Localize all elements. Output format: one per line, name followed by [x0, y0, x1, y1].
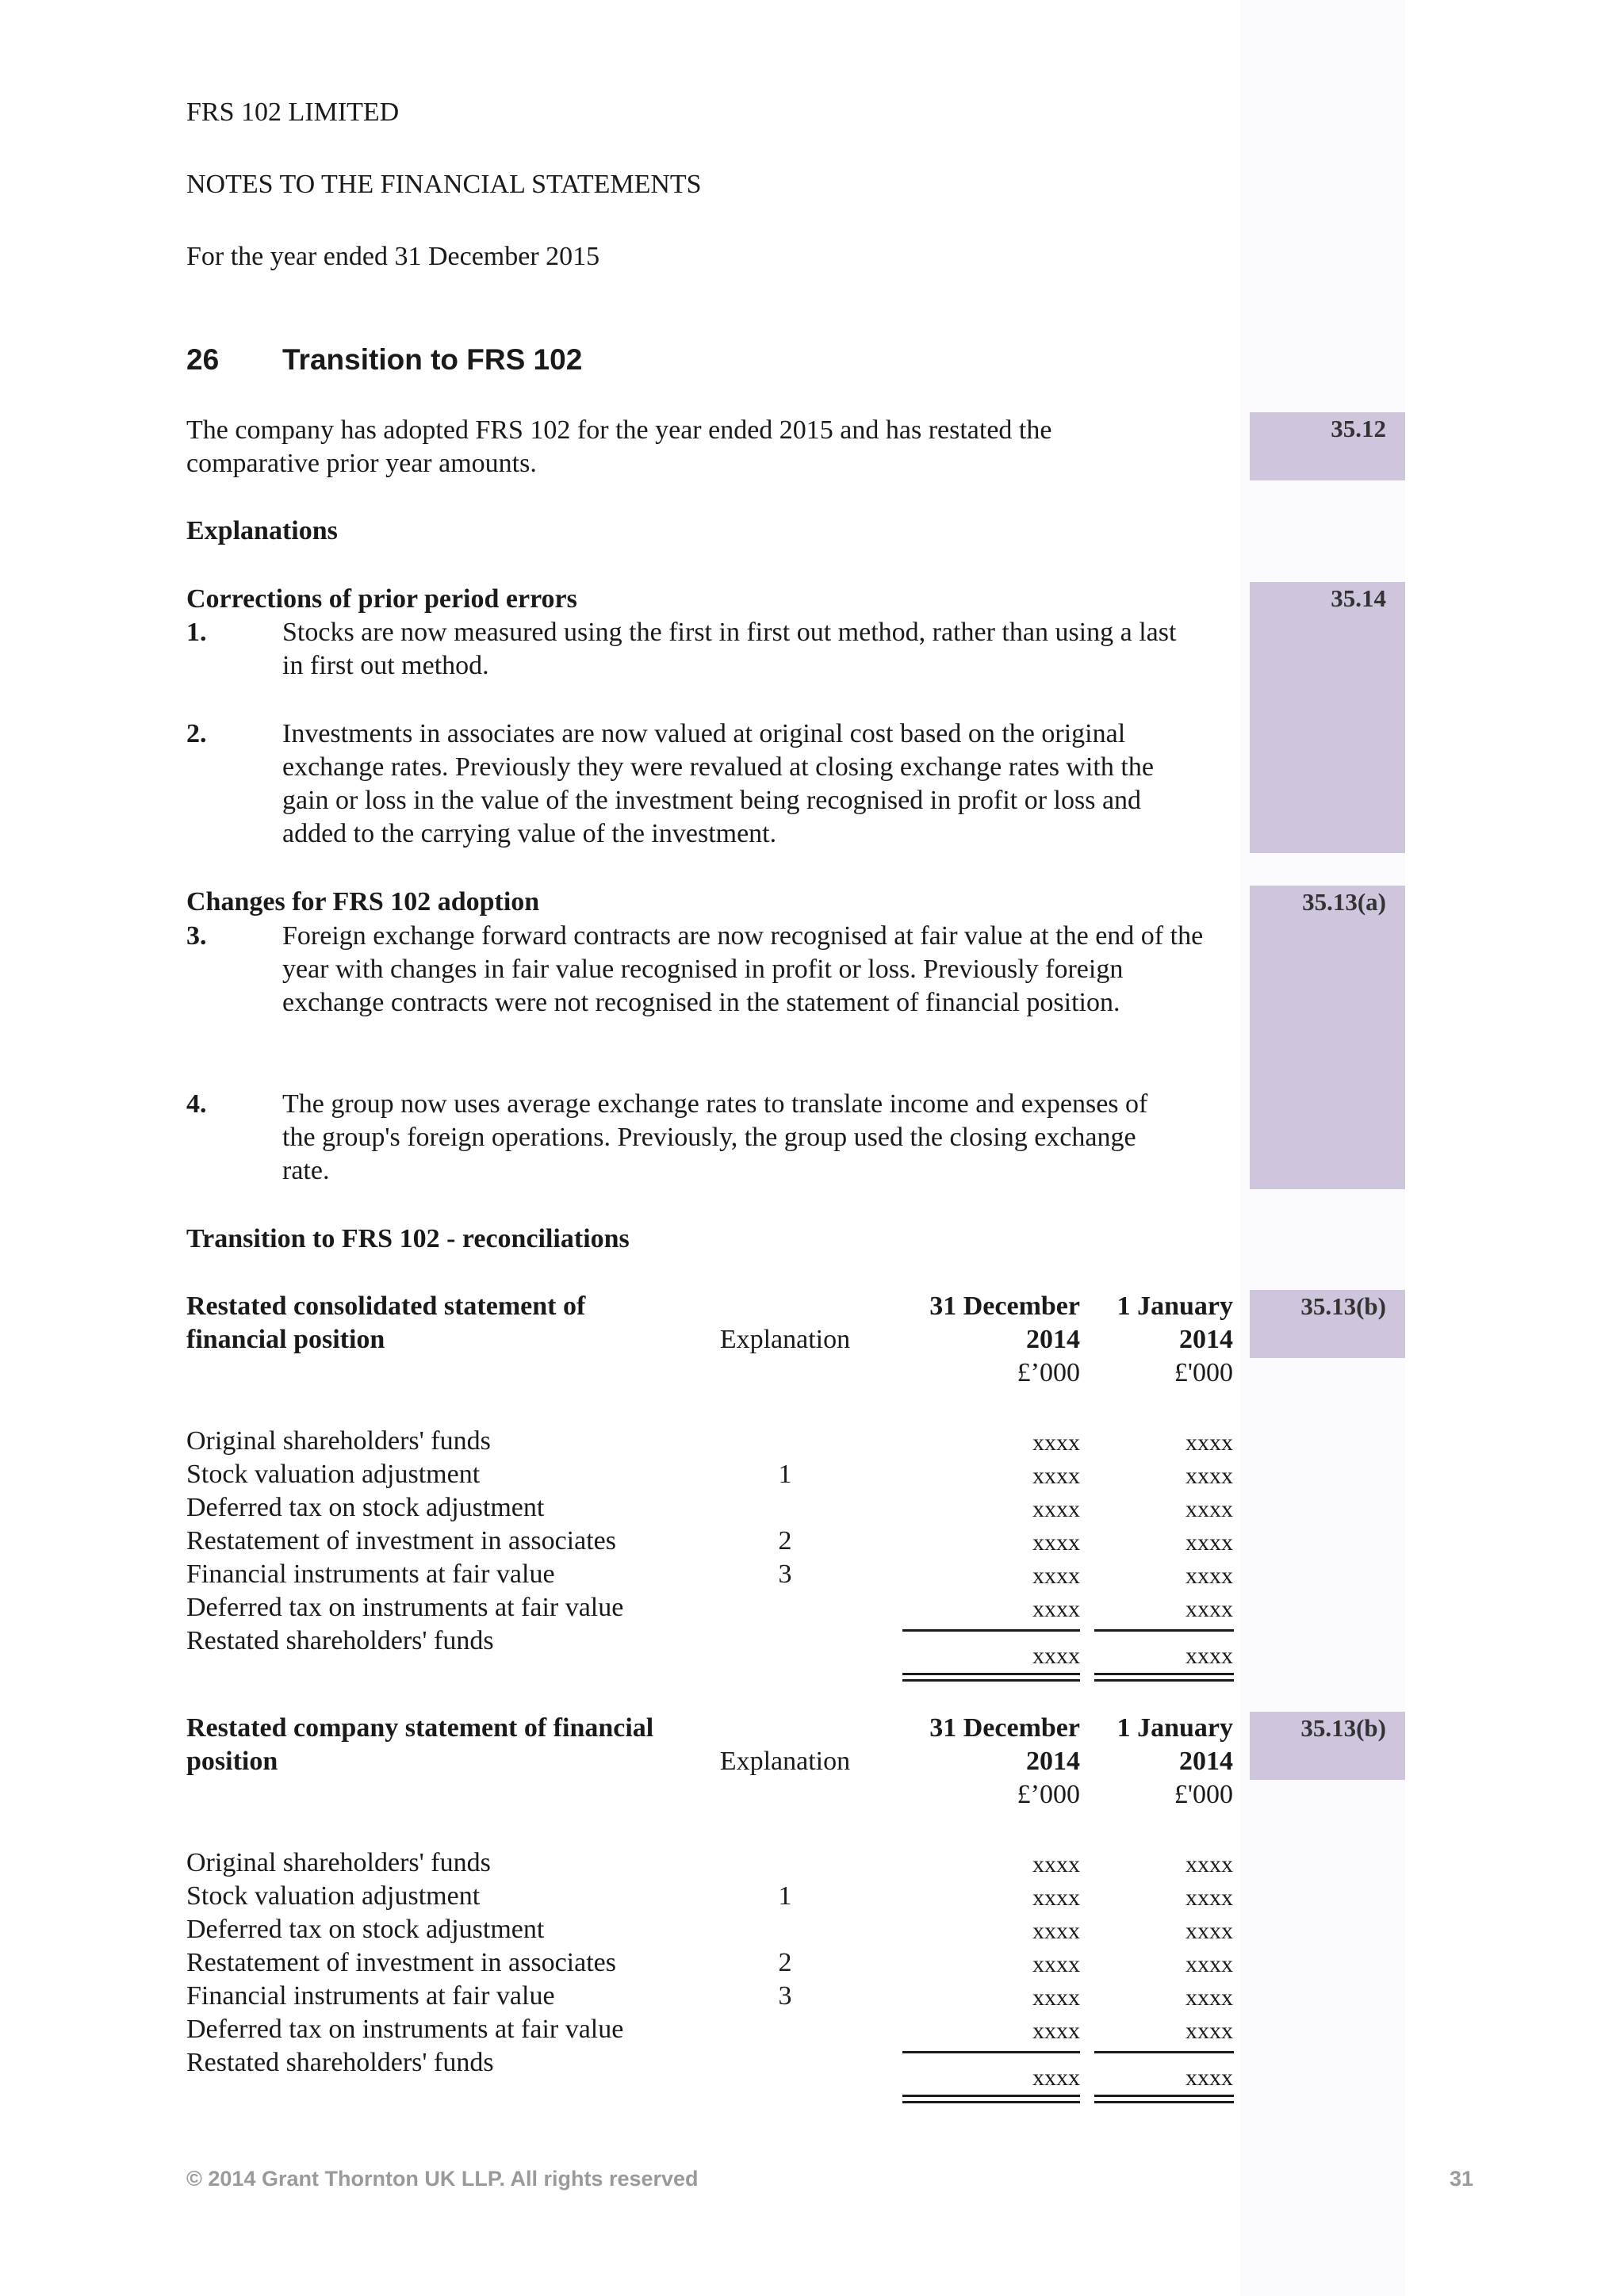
table-cell: xxxx [1032, 1463, 1080, 1489]
table-cell: xxxx [1032, 2018, 1080, 2044]
table-cell: xxxx [1185, 1463, 1233, 1489]
error-item-text: Stocks are now measured using the first in first out method, rather than using a last in first out method. [282, 618, 1177, 680]
ref-errors: 35.14 [1250, 582, 1405, 853]
adoption-item-text: The group now uses average exchange rates to translate income and expenses of the group's foreign operations. Previously, the group used the closing exchange rate. [282, 1089, 1148, 1185]
subtotal-rule [902, 2051, 1080, 2053]
table-row-explanation: 2 [778, 1526, 792, 1556]
error-item-number: 2. [186, 719, 207, 748]
total-double-rule [902, 2095, 1080, 2103]
table-row-label: Original shareholders' funds [186, 1848, 491, 1877]
section-number: 26 [186, 343, 220, 376]
table-cell: xxxx [1185, 1496, 1233, 1522]
table-total-cell: xxxx [1185, 1643, 1233, 1669]
column-header: 1 January [1116, 1292, 1233, 1321]
section-title: Transition to FRS 102 [282, 343, 583, 376]
table-cell: xxxx [1032, 1563, 1080, 1589]
table-row-label: Deferred tax on instruments at fair value [186, 1593, 624, 1622]
explanation-header: Explanation [719, 1325, 851, 1354]
document-title: NOTES TO THE FINANCIAL STATEMENTS [186, 170, 702, 199]
table-total-cell: xxxx [1032, 1643, 1080, 1669]
table-cell: xxxx [1032, 1851, 1080, 1877]
total-double-rule [1094, 1673, 1234, 1682]
table-cell: xxxx [1185, 1918, 1233, 1944]
table-total-cell: xxxx [1185, 2064, 1233, 2091]
column-header: 31 December [929, 1292, 1080, 1321]
footer-copyright: © 2014 Grant Thornton UK LLP. All rights reserved [186, 2167, 699, 2191]
column-unit: £'000 [1174, 1358, 1233, 1387]
table-cell: xxxx [1032, 1984, 1080, 2011]
subtotal-rule [902, 1629, 1080, 1632]
table-cell: xxxx [1185, 1429, 1233, 1456]
reconciliations-heading: Transition to FRS 102 - reconciliations [186, 1224, 630, 1253]
table-cell: xxxx [1185, 2018, 1233, 2044]
table-cell: xxxx [1032, 1496, 1080, 1522]
ref-adoption: 35.13(a) [1250, 886, 1405, 1189]
ref-table1: 35.13(b) [1250, 1290, 1405, 1358]
subtotal-rule [1094, 2051, 1234, 2053]
table-row-label: Restatement of investment in associates [186, 1526, 616, 1556]
table-total-label: Restated shareholders' funds [186, 2048, 494, 2077]
table-cell: xxxx [1185, 1951, 1233, 1977]
table-cell: xxxx [1185, 1984, 1233, 2011]
table-cell: xxxx [1032, 1885, 1080, 1911]
table-row-explanation: 3 [778, 1981, 792, 2011]
table-total-label: Restated shareholders' funds [186, 1626, 494, 1655]
explanations-heading: Explanations [186, 516, 338, 545]
table-row-label: Stock valuation adjustment [186, 1460, 481, 1489]
table-total-cell: xxxx [1032, 2064, 1080, 2091]
table-row-explanation: 1 [778, 1881, 792, 1911]
table-row-explanation: 1 [778, 1460, 792, 1489]
table-title: position [186, 1747, 278, 1776]
table-row-label: Financial instruments at fair value [186, 1981, 555, 2011]
table-cell: xxxx [1185, 1529, 1233, 1556]
table-cell: xxxx [1032, 1429, 1080, 1456]
table-row-label: Financial instruments at fair value [186, 1559, 555, 1589]
column-header: 2014 [1179, 1325, 1233, 1354]
company-name: FRS 102 LIMITED [186, 98, 400, 127]
table-title: Restated consolidated statement of [186, 1292, 586, 1321]
column-header: 2014 [1179, 1747, 1233, 1776]
column-unit: £'000 [1174, 1780, 1233, 1809]
total-double-rule [902, 1673, 1080, 1682]
table-row-label: Deferred tax on instruments at fair value [186, 2015, 624, 2044]
table-row-explanation: 2 [778, 1948, 792, 1977]
table-title: Restated company statement of financial [186, 1713, 654, 1743]
column-header: 1 January [1116, 1713, 1233, 1743]
page-number: 31 [1449, 2167, 1473, 2191]
table-row-explanation: 3 [778, 1559, 792, 1589]
subtotal-rule [1094, 1629, 1234, 1632]
error-item-number: 1. [186, 618, 207, 647]
adoption-item-number: 3. [186, 921, 207, 951]
explanation-header: Explanation [719, 1747, 851, 1776]
adoption-heading: Changes for FRS 102 adoption [186, 887, 540, 916]
table-cell: xxxx [1185, 1596, 1233, 1622]
column-unit: £’000 [1017, 1358, 1080, 1387]
adoption-item-text: Foreign exchange forward contracts are now recognised at fair value at the end of the year with changes in fair value recognised in profit or loss. Previously foreign exchange contracts were not recognised in the statement of financial position. [282, 921, 1204, 1017]
adoption-item-number: 4. [186, 1089, 207, 1119]
column-unit: £’000 [1017, 1780, 1080, 1809]
period-line: For the year ended 31 December 2015 [186, 242, 600, 271]
table-row-label: Deferred tax on stock adjustment [186, 1915, 545, 1944]
table-row-label: Stock valuation adjustment [186, 1881, 481, 1911]
total-double-rule [1094, 2095, 1234, 2103]
table-cell: xxxx [1185, 1885, 1233, 1911]
column-header: 2014 [1026, 1325, 1080, 1354]
table-cell: xxxx [1032, 1596, 1080, 1622]
ref-intro: 35.12 [1250, 412, 1405, 480]
table-row-label: Original shareholders' funds [186, 1426, 491, 1456]
table-cell: xxxx [1032, 1918, 1080, 1944]
column-header: 31 December [929, 1713, 1080, 1743]
table-title: financial position [186, 1325, 385, 1354]
table-cell: xxxx [1032, 1529, 1080, 1556]
table-cell: xxxx [1032, 1951, 1080, 1977]
table-cell: xxxx [1185, 1851, 1233, 1877]
error-item-text: Investments in associates are now valued at original cost based on the original exchange rates. Previously they were revalued at closing exchange rates with the gain or loss in the value of the investment being recognised in profit or loss and added to the carrying value of the investment. [282, 719, 1154, 848]
ref-table2: 35.13(b) [1250, 1712, 1405, 1780]
errors-heading: Corrections of prior period errors [186, 584, 577, 614]
column-header: 2014 [1026, 1747, 1080, 1776]
table-cell: xxxx [1185, 1563, 1233, 1589]
intro-paragraph: The company has adopted FRS 102 for the year ended 2015 and has restated the comparative prior year amounts. [186, 415, 1052, 478]
table-row-label: Restatement of investment in associates [186, 1948, 616, 1977]
table-row-label: Deferred tax on stock adjustment [186, 1493, 545, 1522]
